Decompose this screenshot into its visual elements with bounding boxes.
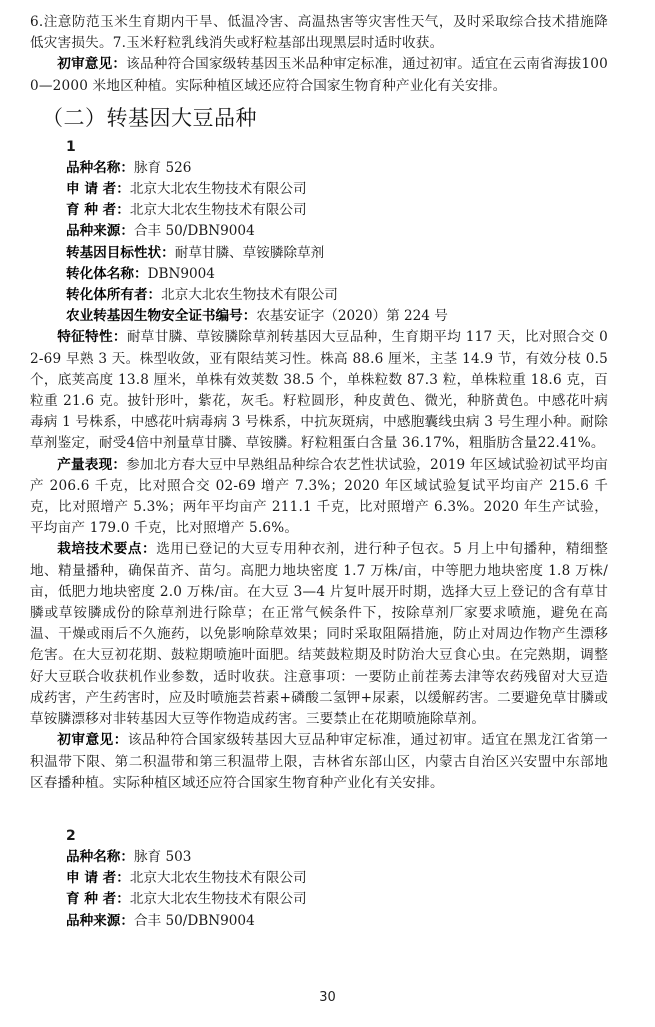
field-variety-name <box>30 158 608 179</box>
opinion-label: 初审意见： <box>57 732 128 749</box>
cultivation-text: 选用已登记的大豆专用种衣剂，进行种子包衣。5 月上中旬播种，精细整地、精量播种，确保苗齐、苗匀。高肥力地块密度 1.7 万株/亩，中等肥力地块密度 1.8 万株/亩，低肥力地块密度 2.0 万株/亩。在大豆 3—4 片复叶展开时期，选择大豆上登记的含有草甘膦或草铵膦成份的除草剂进行除草；在正常气候条件下，按除草剂厂家要求喷施，避免在高温、干燥或雨后不久施药，以免影响除草效果；同时采取阻隔措施，防止对周边作物产生漂移危害。在大豆初花期、鼓粒期喷施叶面肥。结荚鼓粒期及时防治大豆食心虫。在完熟期，调整好大豆联合收获机作业参数，适时收获。注意事项：一要防止前茬莠去津等农药残留对大豆造成药害，产生药害时，应及时喷施芸苔素+磷酸二氢钾+尿素，以缓解药害。二要避免草甘膦或草铵膦漂移对非转基因大豆等作物造成药害。三要禁止在花期喷施除草剂。 <box>30 541 608 728</box>
field-certificate-number <box>30 306 608 327</box>
entry-number: 1 <box>66 138 76 155</box>
field-value: 北京大北农生物技术有限公司 <box>129 870 307 887</box>
opinion-text: 该品种符合国家级转基因玉米品种审定标准，通过初审。适宜在云南省海拔1000—2000 米地区种植。实际种植区域还应符合国家生物育种产业化有关安排。 <box>30 56 608 94</box>
variety-entry-1 <box>30 137 608 794</box>
field-breeder <box>30 889 608 910</box>
characteristics-label: 特征特性： <box>57 329 127 346</box>
opinion-paragraph <box>30 730 608 794</box>
opinion-label: 初审意见： <box>57 56 127 73</box>
field-value: 北京大北农生物技术有限公司 <box>129 891 307 908</box>
yield-paragraph <box>30 455 608 540</box>
field-value: 耐草甘膦、草铵膦除草剂 <box>174 244 325 261</box>
field-label: 品种来源： <box>66 912 134 929</box>
document-page <box>30 12 608 932</box>
field-source <box>30 221 608 242</box>
field-label: 申 请 者： <box>66 181 130 198</box>
previous-entry-continuation: 6.注意防范玉米生育期内干旱、低温冷害、高温热害等灾害性天气，及时采取综合技术措施降低灾害损失。7.玉米籽粒乳线消失或籽粒基部出现黑层时适时收获。 <box>30 14 608 52</box>
yield-text: 参加北方春大豆中早熟组品种综合农艺性状试验，2019 年区域试验初试平均亩产 206.6 千克，比对照合交 02-69 增产 7.3%；2020 年区域试验复试平均亩产 215.6 千克，比对照增产 5.3%；两年平均亩产 211.1 千克，比对照增产 6.3%。2020 年生产试验，平均亩产 179.0 千克，比对照增产 5.6%。 <box>30 456 608 537</box>
field-value: 农基安证字（2020）第 224 号 <box>256 308 448 325</box>
previous-entry-opinion <box>30 54 608 96</box>
field-label: 申 请 者： <box>66 870 130 887</box>
field-value: 北京大北农生物技术有限公司 <box>129 202 307 219</box>
section-heading: （二）转基因大豆品种 <box>42 105 257 130</box>
characteristics-text: 耐草甘膦、草铵膦除草剂转基因大豆品种，生育期平均 117 天，比对照合交 02-69 早熟 3 天。株型收敛，亚有限结荚习性。株高 88.6 厘米，主茎 14.9 节，有效分枝 0.5 个，底荚高度 13.8 厘米，单株有效荚数 38.5 个，单株粒数 87.3 粒，单株粒重 18.6 克，百粒重 21.6 克。披针形叶，紫花，灰毛。籽粒圆形，种皮黄色、微光，种脐黄色。中感花叶病毒病 1 号株系，中感花叶病毒病 3 号株系，中抗灰斑病，中感胞囊线虫病 3 号生理小种。耐除草剂鉴定，耐受4倍中剂量草甘膦、草铵膦。籽粒粗蛋白含量 36.17%，粗脂肪含量22.41%。 <box>30 329 609 452</box>
field-variety-name <box>30 847 608 868</box>
field-target-trait <box>30 243 608 264</box>
field-value: DBN9004 <box>147 265 215 282</box>
entry-spacer <box>30 794 608 826</box>
field-value: 合丰 50/DBN9004 <box>133 223 255 240</box>
field-label: 转化体所有者： <box>66 287 162 304</box>
field-label: 品种来源： <box>66 223 134 240</box>
field-source <box>30 911 608 932</box>
field-label: 品种名称： <box>66 848 134 865</box>
yield-label: 产量表现： <box>57 456 127 473</box>
field-label: 转化体名称： <box>66 265 148 282</box>
field-applicant <box>30 179 608 200</box>
field-value: 脉育 526 <box>133 159 192 176</box>
field-label: 品种名称： <box>66 159 134 176</box>
field-value: 北京大北农生物技术有限公司 <box>129 181 307 198</box>
cultivation-paragraph <box>30 539 608 730</box>
field-applicant <box>30 868 608 889</box>
field-value: 合丰 50/DBN9004 <box>133 912 255 929</box>
field-label: 育 种 者： <box>66 202 130 219</box>
field-event-name <box>30 264 608 285</box>
field-breeder <box>30 200 608 221</box>
field-label: 农业转基因生物安全证书编号： <box>66 308 257 325</box>
field-value: 北京大北农生物技术有限公司 <box>161 287 338 304</box>
field-label: 转基因目标性状： <box>66 244 175 261</box>
characteristics-paragraph <box>30 327 608 454</box>
field-event-owner <box>30 285 608 306</box>
cultivation-label: 栽培技术要点： <box>57 541 157 558</box>
variety-entry-2 <box>30 826 608 932</box>
entry-number: 2 <box>66 827 76 844</box>
page-number: 30 <box>319 990 336 1005</box>
field-label: 育 种 者： <box>66 891 130 908</box>
opinion-text: 该品种符合国家级转基因大豆品种审定标准，通过初审。适宜在黑龙江省第一积温带下限、第二积温带和第三积温带上限，吉林省东部山区，内蒙古自治区兴安盟中东部地区春播种植。实际种植区域还应符合国家生物育种产业化有关安排。 <box>30 732 608 791</box>
field-value: 脉育 503 <box>133 848 192 865</box>
